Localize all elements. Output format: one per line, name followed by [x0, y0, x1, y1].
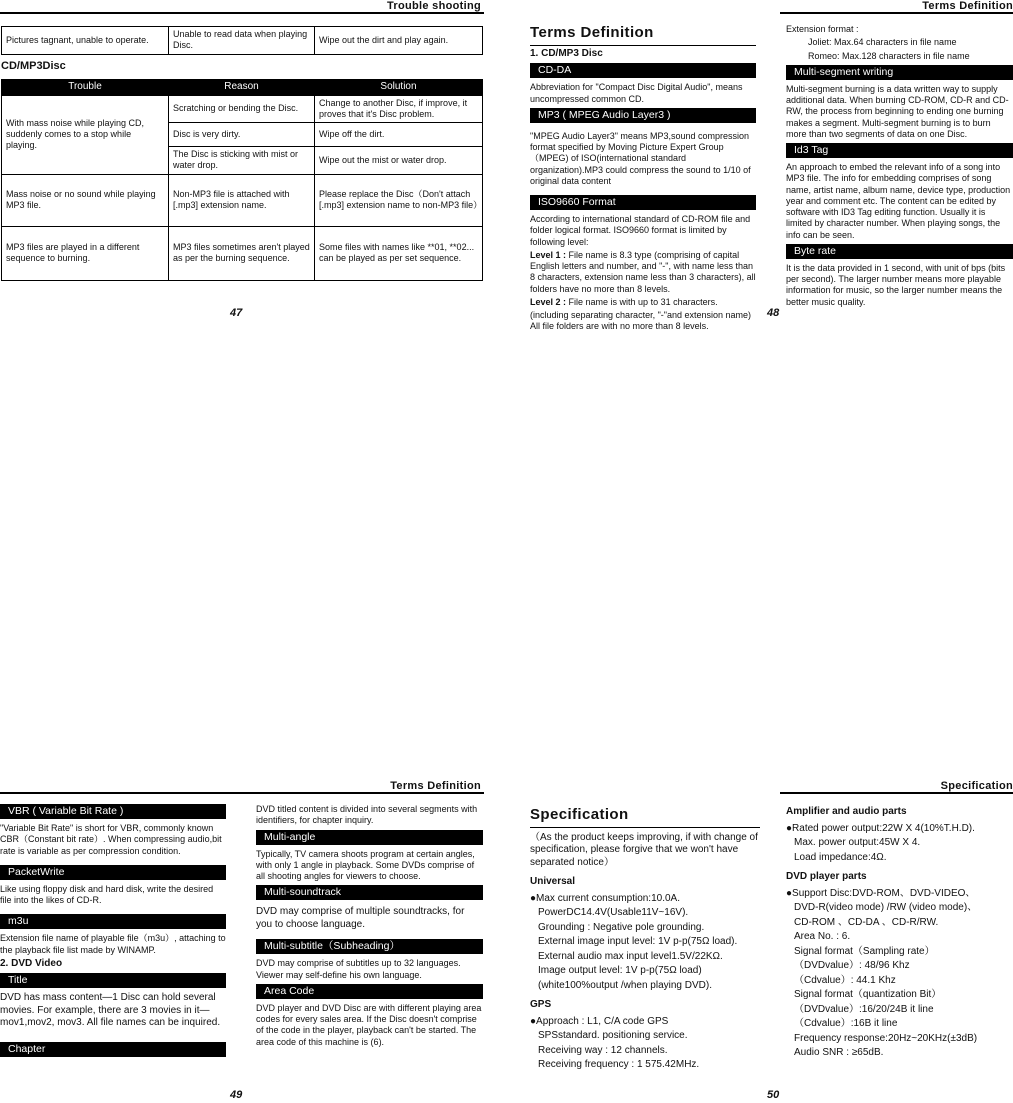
spec-line: Signal format（Sampling rate）: [794, 945, 935, 957]
cdda-text: Abbreviation for "Compact Disc Digital Audio", means uncompressed common CD.: [530, 82, 743, 104]
multiseg-bar: Multi-segment writing: [786, 65, 1013, 80]
packet-bar: PacketWrite: [0, 865, 226, 880]
spec-line: （Cdvalue）: 44.1 Khz: [794, 974, 896, 986]
packet-text: Like using floppy disk and hard disk, write the desired file into the likes of CD-R.: [0, 883, 214, 905]
solution-cell: Change to another Disc, if improve, it proves that it's Disc problem.: [315, 95, 483, 123]
dvd-heading: DVD player parts: [786, 871, 867, 882]
spec-line: External image input level: 1V p-p(75Ω load).: [538, 936, 738, 948]
page-header: Terms Definition: [922, 0, 1013, 12]
title-text: DVD has mass content—1 Disc can hold several movies. For example, there are 3 movies in it—mov1,mov2, mov3. All file names can be inquired.: [0, 992, 221, 1029]
spec-line: External audio max input level1.5V/22KΩ.: [538, 950, 723, 962]
spec-line: Receiving way : 12 channels.: [538, 1044, 668, 1056]
spec-line: （DVDvalue）: 48/96 Khz: [794, 960, 910, 971]
section-title: CD/MP3Disc: [1, 60, 66, 72]
spec-line: （DVDvalue）:16/20/24B it line: [794, 1003, 934, 1015]
chapter-bar: Chapter: [0, 1042, 226, 1057]
m3u-text: Extension file name of playable file（m3u）, attaching to the playback file list made by WINAMP.: [0, 933, 226, 955]
mp3-text: "MPEG Audio Layer3" means MP3,sound compression format specified by Moving Picture Expert Group（MPEG) of ISO(international standard organization).MP3 could compress the sound to 1/10 of original data content: [530, 130, 751, 186]
level1: [530, 250, 756, 295]
angle-bar: Multi-angle: [256, 830, 483, 845]
solution-cell: Wipe off the dirt.: [315, 123, 483, 147]
title-rule: [530, 827, 760, 828]
page-47: [0, 0, 484, 330]
spec-line: Load impedance:4Ω.: [794, 851, 887, 863]
spec-line: (white100%output /when playing DVD).: [538, 979, 712, 991]
trouble-table: [1, 79, 483, 281]
page-title: Terms Definition: [530, 24, 654, 41]
reason-cell: Scratching or bending the Disc.: [169, 95, 315, 123]
joliet-line: Joliet: Max.64 characters in file name: [808, 37, 957, 48]
spec-note: （As the product keeps improving, if with change of specification, please forgive that we won't have separated notice）: [530, 831, 758, 868]
level2-text: File name is with up to 31 characters.: [566, 296, 718, 307]
mp3-bar: MP3 ( MPEG Audio Layer3 ): [530, 108, 756, 123]
page-49: [0, 780, 484, 1102]
reason-cell: MP3 files sometimes aren't played as per the burning sequence.: [169, 226, 315, 280]
spec-line: Receiving frequency : 1 575.42MHz.: [538, 1059, 700, 1071]
area-text: DVD player and DVD Disc are with different playing area codes for every sales area. If the Disc doesn't comprise of the code in the player, playback can't be started. The area code of this machine is (6).: [256, 1002, 482, 1047]
reason-cell: The Disc is sticking with mist or water drop.: [169, 147, 315, 175]
trouble-cell: MP3 files are played in a different sequence to burning.: [2, 226, 169, 280]
spec-line: Signal format（quantization Bit）: [794, 989, 942, 1000]
left-column: [530, 806, 760, 1074]
spec-line: Frequency response:20Hz~20KHz(±3dB): [794, 1032, 978, 1044]
level2-label: Level 2 :: [530, 296, 567, 307]
level2-note: (including separating character, "-"and extension name) All file folders are with no more than 8 levels.: [530, 310, 752, 332]
solution-cell: Some files with names like **01, **02... can be played as per set sequence.: [315, 226, 483, 280]
left-column: [530, 24, 756, 335]
subtitle: 1. CD/MP3 Disc: [530, 47, 603, 59]
cell: Unable to read data when playing Disc.: [169, 27, 315, 55]
spec-line: Image output level: 1V p-p(75Ω load): [538, 965, 702, 977]
trouble-cell: With mass noise while playing CD, suddenly comes to a stop while playing.: [2, 95, 169, 174]
col-reason: Reason: [169, 80, 315, 96]
cell: Pictures tagnant, unable to operate.: [2, 27, 169, 55]
byte-bar: Byte rate: [786, 244, 1013, 259]
romeo-line: Romeo: Max.128 characters in file name: [808, 50, 970, 61]
ext-label: Extension format :: [786, 24, 859, 34]
spec-line: ●Approach : L1, C/A code GPS: [530, 1015, 669, 1027]
amp-heading: Amplifier and audio parts: [786, 806, 907, 817]
iso-bar: ISO9660 Format: [530, 195, 756, 210]
left-column: [0, 804, 226, 1061]
level1-label: Level 1 :: [530, 249, 567, 260]
page-48: [530, 0, 1013, 330]
reason-cell: Disc is very dirty.: [169, 123, 315, 147]
spec-line: ●Max current consumption:10.0A.: [530, 892, 680, 904]
vbr-bar: VBR ( Variable Bit Rate ): [0, 804, 226, 819]
header-rule: [0, 12, 484, 14]
title-bar: Title: [0, 973, 226, 988]
spec-line: PowerDC14.4V(Usable11V~16V).: [538, 907, 689, 919]
page-50: [530, 780, 1013, 1102]
page-header: Specification: [940, 780, 1013, 792]
spec-line: Grounding : Negative pole grounding.: [538, 921, 705, 933]
multiseg-text: Multi-segment burning is a data written way to supply additional data. When burning CD-ROM, CD-R and CD-RW, the process from beginning to ending one burning makes a segment. Multi-segment burning is to burn more than two segments of data on one Disc.: [786, 83, 1009, 139]
page-title: Specification: [530, 806, 629, 823]
header-rule: [780, 792, 1013, 794]
spec-line: CD-ROM 、CD-DA 、CD-R/RW.: [794, 916, 939, 928]
id3-bar: Id3 Tag: [786, 143, 1013, 158]
col-solution: Solution: [315, 80, 483, 96]
spec-line: （Cdvalue）:16B it line: [794, 1018, 898, 1029]
page-header: Trouble shooting: [386, 0, 481, 12]
m3u-bar: m3u: [0, 914, 226, 929]
right-column: [786, 806, 1013, 1062]
title-rule: [530, 45, 756, 46]
trouble-cell: Mass noise or no sound while playing MP3 file.: [2, 174, 169, 226]
page-number: 49: [230, 1089, 243, 1101]
col-trouble: Trouble: [2, 80, 169, 96]
page-number: 50: [767, 1089, 780, 1101]
right-column: [256, 804, 483, 1050]
spec-line: Area No. : 6.: [794, 931, 851, 942]
solution-cell: Wipe out the mist or water drop.: [315, 147, 483, 175]
vbr-text: "Variable Bit Rate" is short for VBR, commonly known CBR（Constant bit rate）. When compressing audio,bit rate is variable as per compression condition.: [0, 823, 222, 856]
cell: Wipe out the dirt and play again.: [315, 27, 483, 55]
angle-text: Typically, TV camera shoots program at certain angles, with only 1 angle in playback. Some DVDs comprise of all shooting angles for viewers to choose.: [256, 848, 475, 881]
spec-line: ●Rated power output:22W X 4(10%T.H.D).: [786, 822, 975, 834]
universal-heading: Universal: [530, 876, 576, 888]
subtitle-bar: Multi-subtitle（Subheading）: [256, 939, 483, 954]
iso-text: According to international standard of CD-ROM file and folder logical format. ISO9660 format is limited by following level:: [530, 214, 751, 247]
byte-text: It is the data provided in 1 second, with unit of bps (bits per second). The larger number means more playable information for music, so the larger number means the better music quality.: [786, 262, 1006, 307]
level1-text: File name is 8.3 type (comprising of capital English letters and number, and "-", with name less than 8 characters, extension name less than 3 characters), all folders have no more than 8 levels.: [530, 249, 756, 294]
subtitle-text: DVD may comprise of subtitles up to 32 languages. Viewer may self-define his own language.: [256, 958, 461, 980]
page-number: 48: [767, 307, 780, 319]
level2: [530, 297, 756, 308]
header-rule: [0, 792, 484, 794]
reason-cell: Non-MP3 file is attached with [.mp3] extension name.: [169, 174, 315, 226]
spec-line: ●Support Disc:DVD-ROM、DVD-VIDEO、: [786, 887, 976, 899]
solution-cell: Please replace the Disc（Don't attach [.mp3] extension name to non-MP3 file）: [315, 174, 483, 226]
right-column: [786, 24, 1013, 310]
top-row-table: [1, 26, 483, 55]
id3-text: An approach to embed the relevant info of a song into MP3 file. The info for embedding comprises of song name, artist name, album name, device type, production year and comment etc. The content can be edited by software with ID3 Tag editing function. Usually it is limited by character number. When playing songs, the info can be seen.: [786, 162, 1011, 240]
soundtrack-text: DVD may comprise of multiple soundtracks, for you to choose language.: [256, 906, 465, 930]
gps-heading: GPS: [530, 999, 552, 1011]
chapter-text: DVD titled content is divided into several segments with identifiers, for chapter inquiry.: [256, 804, 478, 826]
dvd-subtitle: 2. DVD Video: [0, 957, 63, 969]
page-header: Terms Definition: [390, 780, 481, 792]
spec-line: DVD-R(video mode) /RW (video mode)、: [794, 902, 978, 913]
cdda-bar: CD-DA: [530, 63, 756, 78]
spec-line: Audio SNR : ≥65dB.: [794, 1047, 884, 1058]
page-number: 47: [230, 307, 243, 319]
spec-line: SPSstandard. positioning service.: [538, 1030, 688, 1042]
area-bar: Area Code: [256, 984, 483, 999]
header-rule: [780, 12, 1013, 14]
spec-line: Max. power output:45W X 4.: [794, 837, 921, 848]
soundtrack-bar: Multi-soundtrack: [256, 885, 483, 900]
